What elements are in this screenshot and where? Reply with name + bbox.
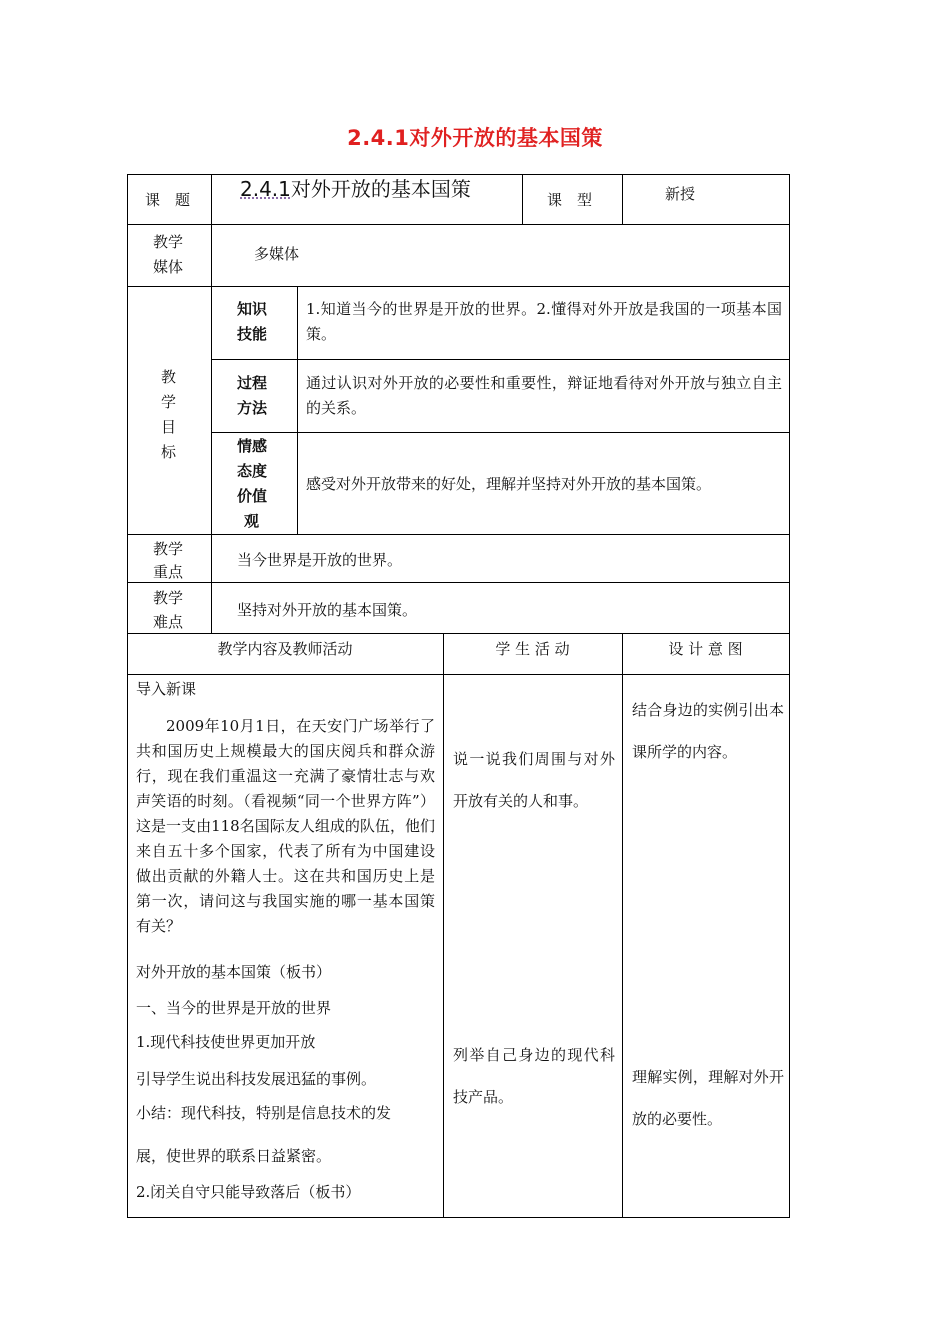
table-border-left [127, 174, 128, 1218]
board-title: 对外开放的基本国策（板书） [136, 963, 332, 981]
media-value: 多媒体 [254, 245, 300, 263]
process-label-2: 方法 [237, 399, 268, 417]
design-intent-2: 理解实例，理解对外开放的必要性。 [632, 1068, 784, 1128]
column-header-content: 教学内容及教师活动 [217, 640, 353, 658]
objectives-label-2: 学 [161, 393, 177, 411]
topic-value [240, 175, 471, 203]
type-label: 课 型 [547, 191, 593, 209]
intro-heading: 导入新课 [136, 680, 197, 698]
student-activity-1: 说一说我们周围与对外开放有关的人和事。 [453, 750, 615, 810]
difficulty-text: 坚持对外开放的基本国策。 [237, 601, 418, 619]
difficulty-label-1: 教学 [153, 589, 184, 607]
emotion-label-2: 态度 [237, 462, 268, 480]
key-point-label-2: 重点 [153, 563, 184, 581]
intro-paragraph: 2009年10月1日，在天安门广场举行了共和国历史上规模最大的国庆阅兵和群众游行，现在我们重温这一充满了豪情壮志与欢声笑语的时刻。（看视频“同一个世界方阵”）这是一支由118名国际友人组成的队伍，他们来自五十多个国家，代表了所有为中国建设做出贡献的外籍人士。这在共和国历史上是第一次，请问这与我国实施的哪一基本国策有关？ [136, 717, 435, 935]
lesson-plan-table [127, 174, 790, 1218]
objectives-label-1: 教 [161, 368, 177, 386]
col-divider [211, 174, 212, 633]
knowledge-text: 1.知道当今的世界是开放的世界。2.懂得对外开放是我国的一项基本国策。 [306, 300, 782, 343]
table-border-bottom [127, 1217, 790, 1218]
col-divider [622, 174, 623, 225]
topic-number: 2.4.1 [240, 177, 291, 201]
column-header-design: 设 计 意 图 [668, 640, 743, 658]
col-divider [522, 174, 523, 225]
col-divider [443, 633, 444, 1218]
topic-label: 课 题 [145, 191, 191, 209]
knowledge-label-2: 技能 [237, 325, 268, 343]
row-divider [127, 582, 790, 583]
row-divider [127, 286, 790, 287]
media-label-1: 教学 [153, 233, 184, 251]
col-divider [622, 633, 623, 1218]
point-1: 1.现代科技使世界更加开放 [136, 1033, 316, 1051]
objectives-label-3: 目 [161, 418, 177, 436]
table-border-right [789, 174, 790, 1218]
student-activity-2: 列举自己身边的现代科技产品。 [453, 1046, 615, 1106]
design-intent-1: 结合身边的实例引出本课所学的内容。 [632, 701, 784, 761]
summary-line-1: 小结：现代科技，特别是信息技术的发 [136, 1104, 392, 1122]
emotion-label-4: 观 [244, 512, 260, 530]
page-title: 2.4.1对外开放的基本国策 [347, 126, 603, 150]
summary-line-2: 展，使世界的联系日益紧密。 [136, 1147, 332, 1165]
key-point-label-1: 教学 [153, 540, 184, 558]
row-divider [127, 633, 790, 634]
emotion-label-3: 价值 [237, 487, 268, 505]
process-label-1: 过程 [237, 374, 268, 392]
process-text: 通过认识对外开放的必要性和重要性，辩证地看待对外开放与独立自主的关系。 [306, 374, 782, 417]
point-2: 2.闭关自守只能导致落后（板书） [136, 1183, 361, 1201]
knowledge-label-1: 知识 [237, 300, 268, 318]
topic-text: 对外开放的基本国策 [290, 177, 471, 201]
objectives-label-4: 标 [161, 443, 177, 461]
column-header-student: 学 生 活 动 [495, 640, 570, 658]
row-divider [127, 674, 790, 675]
row-divider [127, 534, 790, 535]
section-heading: 一、当今的世界是开放的世界 [136, 999, 332, 1017]
guide-1: 引导学生说出科技发展迅猛的事例。 [136, 1070, 377, 1088]
difficulty-label-2: 难点 [153, 613, 184, 631]
emotion-text: 感受对外开放带来的好处，理解并坚持对外开放的基本国策。 [306, 475, 712, 493]
media-label-2: 媒体 [153, 258, 184, 276]
row-divider [127, 224, 790, 225]
type-value: 新授 [665, 185, 696, 203]
emotion-label-1: 情感 [237, 437, 268, 455]
key-point-text: 当今世界是开放的世界。 [237, 551, 403, 569]
col-divider [297, 286, 298, 535]
